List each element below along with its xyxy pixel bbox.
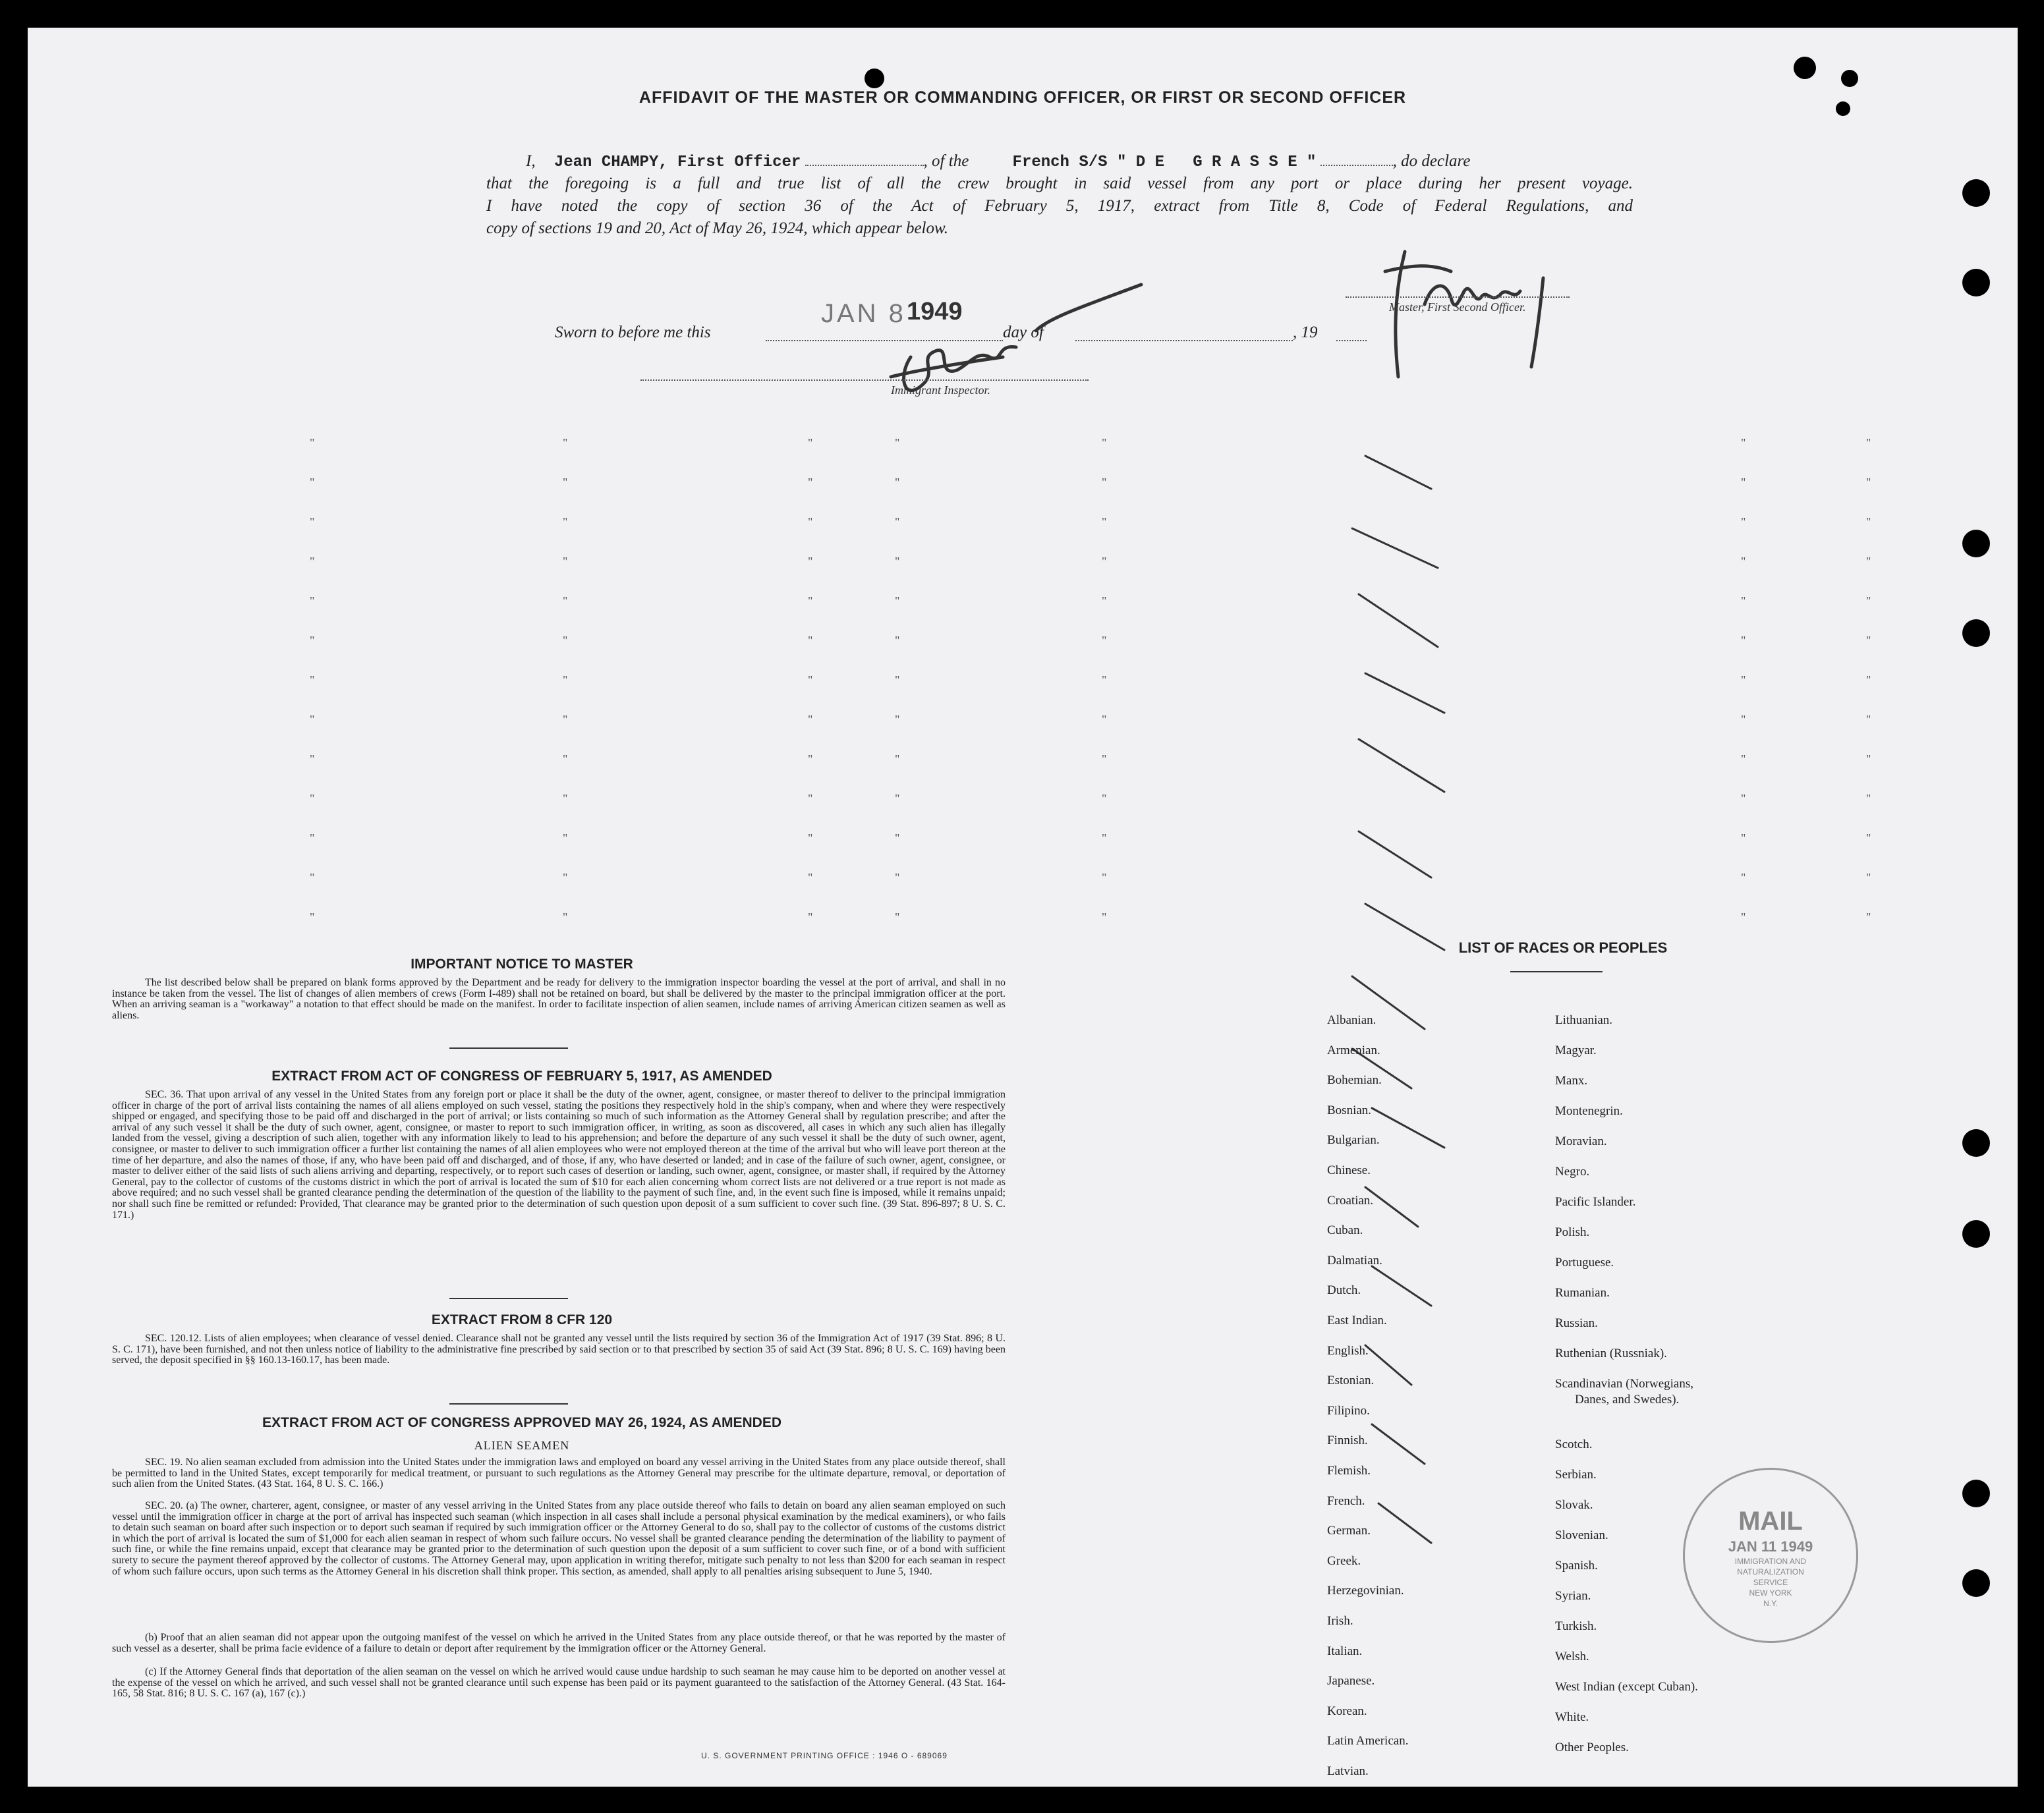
ditto-mark: " bbox=[895, 673, 900, 686]
ditto-mark: " bbox=[310, 831, 315, 845]
ditto-mark: " bbox=[1741, 634, 1746, 647]
ditto-mark: " bbox=[563, 673, 568, 686]
section-20c-text: (c) If the Attorney General finds that deportation of the alien seaman on the vessel on which he arrived would cause undue hardship to such seaman he may cause him to be deported on another vessel at the expense of the vessel on which he arrived, and such vessel shall not be granted clearance until such expense has been paid or its payment guaranteed to the satisfaction of the Attorney General. (43 Stat. 164-165, 58 Stat. 816; 8 U. S. C. 167 (a), 167 (c).) bbox=[112, 1666, 1006, 1700]
affidavit-title: AFFIDAVIT OF THE MASTER OR COMMANDING OFFICER, OR FIRST OR SECOND OFFICER bbox=[639, 88, 1407, 107]
ditto-mark: " bbox=[1102, 713, 1107, 726]
postmark-line-3: SERVICE bbox=[1753, 1578, 1788, 1587]
race-item: Magyar. bbox=[1555, 1044, 1597, 1057]
race-item: Latvian. bbox=[1327, 1764, 1369, 1778]
race-item: Ruthenian (Russniak). bbox=[1555, 1347, 1667, 1360]
inspector-caption: Immigrant Inspector. bbox=[891, 383, 990, 397]
race-item: Armenian. bbox=[1327, 1043, 1380, 1057]
ditto-mark: " bbox=[895, 871, 900, 884]
ditto-mark: " bbox=[895, 792, 900, 805]
ditto-mark: " bbox=[808, 476, 813, 489]
ditto-mark: " bbox=[895, 831, 900, 845]
ditto-mark: " bbox=[1866, 515, 1871, 528]
ditto-mark: " bbox=[1741, 476, 1746, 489]
ditto-mark: " bbox=[808, 634, 813, 647]
ditto-mark: " bbox=[1741, 831, 1746, 845]
race-item: English. bbox=[1327, 1343, 1369, 1358]
ditto-mark: " bbox=[563, 436, 568, 449]
ditto-mark: " bbox=[895, 515, 900, 528]
race-item: Moravian. bbox=[1555, 1134, 1607, 1148]
race-item: Negro. bbox=[1555, 1165, 1590, 1179]
race-item: Spanish. bbox=[1555, 1559, 1598, 1573]
ditto-mark: " bbox=[563, 476, 568, 489]
mail-postmark bbox=[1683, 1468, 1858, 1643]
ditto-mark: " bbox=[1102, 831, 1107, 845]
ditto-mark: " bbox=[310, 713, 315, 726]
punch-hole bbox=[1962, 269, 1990, 296]
ditto-mark: " bbox=[1741, 555, 1746, 568]
ditto-mark: " bbox=[310, 594, 315, 607]
race-item: Turkish. bbox=[1555, 1619, 1597, 1633]
notice-title: IMPORTANT NOTICE TO MASTER bbox=[411, 957, 633, 972]
ditto-mark: " bbox=[563, 713, 568, 726]
ditto-mark: " bbox=[1102, 752, 1107, 766]
race-item: Latin American. bbox=[1327, 1734, 1409, 1748]
ditto-mark: " bbox=[310, 673, 315, 686]
race-item: Dalmatian. bbox=[1327, 1253, 1382, 1268]
ditto-mark: " bbox=[808, 831, 813, 845]
race-item: Portuguese. bbox=[1555, 1256, 1614, 1269]
ditto-mark: " bbox=[1741, 910, 1746, 924]
declarant-name: Jean CHAMPY, First Officer bbox=[554, 153, 801, 171]
ditto-mark: " bbox=[1741, 871, 1746, 884]
ditto-mark: " bbox=[808, 910, 813, 924]
sworn-date-stamp: JAN 8 bbox=[821, 299, 906, 328]
year-prefix: , 19 bbox=[1293, 323, 1318, 341]
ditto-mark: " bbox=[310, 476, 315, 489]
race-item: West Indian (except Cuban). bbox=[1555, 1680, 1698, 1694]
ditto-mark: " bbox=[310, 634, 315, 647]
declaration-do-declare: , do declare bbox=[1392, 152, 1471, 170]
extract-1917-text: SEC. 36. That upon arrival of any vessel in the United States from any foreign port or place it shall be the duty of the owner, agent, consignee, or master thereof to deliver to the principal immigration officer in charge of the port of arrival lists containing the names of all aliens employed on such vessel, stating the positions they respectively hold in the ship's company, when and where they were respectively shipped or engaged, and specifying those to be paid off and discharged in the port of arrival; or lists containing so much of such information as the Attorney General shall by regulation prescribe; and after the arrival of any such vessel it shall be the duty of such owner, agent, consignee, or master to report to such immigration officer, in writing, as soon as discovered, all cases in which any such alien has illegally landed from the vessel, giving a description of such alien, together with any information likely to lead to his apprehension; and before the departure of any such vessel it shall be the duty of such owner, agent, consignee, or master to deliver to such immigration officer a further list containing the names of all alien employees who were not employed thereon at the time of the arrival but who will leave port thereon at the time of her departure, and also the names of those, if any, who have been paid off and discharged, and of those, if any, who have deserted or landed; and in case of the failure of such owner, agent, consignee, or master to deliver either of the said lists of such aliens arriving and departing, respectively, or to report such cases of desertion or landing, such owner, agent, consignee, or master shall, if required by the Attorney General, pay to the collector of customs of the customs district in which the port of arrival is located the sum of $10 for each alien concerning whom correct lists are not delivered or a true report is not made as above required; and no such vessel shall be granted clearance pending the determination of the question of the liability to the payment of such fine, and, in the event such fine is imposed, while it remains unpaid; nor shall such fine be remitted or refunded: Provided, That clearance may be granted prior to the determination of such question upon deposit of a sum sufficient to cover such fine. (39 Stat. 896-897; 8 U. S. C. 171.) bbox=[112, 1089, 1006, 1221]
ditto-mark: " bbox=[1102, 436, 1107, 449]
ditto-mark: " bbox=[563, 555, 568, 568]
race-item: White. bbox=[1555, 1710, 1589, 1724]
ditto-mark: " bbox=[1741, 792, 1746, 805]
race-item: German. bbox=[1327, 1524, 1371, 1538]
race-item: Welsh. bbox=[1555, 1650, 1589, 1663]
notice-text: The list described below shall be prepared on blank forms approved by the Department and be ready for delivery to the immigration inspector boarding the vessel at the port of arrival, and shall in no instance be taken from the vessel. The list of changes of alien members of crews (Form I-489) shall not be retained on board, but shall be delivered by the master to the principal immigration officer at the port. When an arriving seaman is a "workaway" a notation to that effect should be made on the manifest. In order to facilitate inspection of alien seamen, include names of arriving American citizen seamen as well as aliens. bbox=[112, 977, 1006, 1021]
race-item: Dutch. bbox=[1327, 1283, 1361, 1298]
race-item: Filipino. bbox=[1327, 1403, 1370, 1418]
ditto-mark: " bbox=[310, 555, 315, 568]
postmark-date: JAN 11 1949 bbox=[1728, 1538, 1813, 1555]
ditto-mark: " bbox=[310, 752, 315, 766]
ditto-mark: " bbox=[1102, 910, 1107, 924]
race-item: Irish. bbox=[1327, 1614, 1353, 1628]
ditto-mark: " bbox=[808, 555, 813, 568]
ditto-mark: " bbox=[808, 673, 813, 686]
ditto-mark: " bbox=[808, 871, 813, 884]
ditto-mark: " bbox=[1866, 831, 1871, 845]
ditto-mark: " bbox=[808, 436, 813, 449]
ditto-mark: " bbox=[1741, 713, 1746, 726]
ditto-mark: " bbox=[563, 871, 568, 884]
race-item: Lithuanian. bbox=[1555, 1013, 1613, 1027]
race-item: Rumanian. bbox=[1555, 1286, 1610, 1300]
extract-cfr-title: EXTRACT FROM 8 CFR 120 bbox=[431, 1312, 613, 1327]
ditto-mark: " bbox=[808, 792, 813, 805]
ditto-mark: " bbox=[563, 910, 568, 924]
ditto-mark: " bbox=[808, 752, 813, 766]
race-item: Japanese. bbox=[1327, 1674, 1375, 1688]
race-item: Pacific Islander. bbox=[1555, 1195, 1636, 1209]
ditto-mark: " bbox=[895, 634, 900, 647]
dotted-line bbox=[1320, 165, 1393, 166]
ditto-mark: " bbox=[895, 436, 900, 449]
ditto-mark: " bbox=[563, 515, 568, 528]
race-item: Bulgarian. bbox=[1327, 1133, 1380, 1148]
printing-office-footer: U. S. GOVERNMENT PRINTING OFFICE : 1946 O - 689069 bbox=[701, 1751, 948, 1760]
ditto-mark: " bbox=[1866, 871, 1871, 884]
day-of-label: day of bbox=[1003, 323, 1044, 341]
ditto-mark: " bbox=[1741, 515, 1746, 528]
ditto-mark: " bbox=[1866, 673, 1871, 686]
section-divider bbox=[449, 1298, 568, 1299]
declaration-line-4: copy of sections 19 and 20, Act of May 26, 1924, which appear below. bbox=[486, 219, 949, 237]
postmark-line-5: N.Y. bbox=[1763, 1599, 1778, 1608]
officer-caption: Master, First Second Officer. bbox=[1389, 300, 1526, 314]
race-item: Chinese. bbox=[1327, 1163, 1371, 1177]
extract-1924-title: EXTRACT FROM ACT OF CONGRESS APPROVED MAY 26, 1924, AS AMENDED bbox=[262, 1415, 782, 1430]
ditto-mark: " bbox=[1102, 555, 1107, 568]
ditto-mark: " bbox=[895, 910, 900, 924]
postmark-line-1: IMMIGRATION AND bbox=[1734, 1557, 1807, 1566]
extract-cfr-text: SEC. 120.12. Lists of alien employees; when clearance of vessel denied. Clearance shall not be granted any vessel until the lists required by section 36 of the Immigration Act of 1917 (39 Stat. 896; 8 U. S. C. 171), have been furnished, and not then unless notice of liability to the administrative fine prescribed by said section or to that prescribed by section 35 of said Act (39 Stat. 896; 8 U. S. C. 169) having been served, the deposit specified in §§ 160.13-160.17, has been made. bbox=[112, 1333, 1006, 1366]
races-title: LIST OF RACES OR PEOPLES bbox=[1458, 939, 1668, 956]
section-divider bbox=[1510, 971, 1603, 972]
declaration-line-2: that the foregoing is a full and true list of all the crew brought in said vessel from any port or place during her present voyage. bbox=[486, 175, 1633, 192]
punch-hole bbox=[1962, 179, 1990, 207]
race-item: Cuban. bbox=[1327, 1223, 1363, 1238]
punch-hole bbox=[1962, 1220, 1990, 1248]
race-item: Herzegovinian. bbox=[1327, 1584, 1404, 1598]
race-item: Greek. bbox=[1327, 1553, 1361, 1568]
ditto-mark: " bbox=[1741, 673, 1746, 686]
ditto-mark: " bbox=[1102, 871, 1107, 884]
ditto-mark: " bbox=[1102, 673, 1107, 686]
punch-hole bbox=[1841, 70, 1858, 87]
ditto-mark: " bbox=[310, 436, 315, 449]
sworn-year-stamp: 1949 bbox=[907, 298, 963, 325]
race-item: Other Peoples. bbox=[1555, 1741, 1629, 1754]
ditto-mark: " bbox=[1866, 476, 1871, 489]
race-item: Danes, and Swedes). bbox=[1575, 1393, 1680, 1407]
ditto-mark: " bbox=[1866, 634, 1871, 647]
ditto-mark: " bbox=[310, 871, 315, 884]
section-divider bbox=[449, 1047, 568, 1049]
race-item: Manx. bbox=[1555, 1074, 1588, 1088]
race-item: Estonian. bbox=[1327, 1374, 1375, 1388]
section-20a-text: SEC. 20. (a) The owner, charterer, agent, consignee, or master of any vessel arriving in the United States from any place outside thereof who fails to detain on board any alien seaman employed on such vessel until the immigration officer in charge at the port of arrival has inspected such seaman (which inspection in all cases shall include a personal physical examination by the medical examiners), or who fails to detain such seaman on board after such inspection or to deport such seaman if required by such immigration officer or the Attorney General to do so, shall pay to the collector of customs of the customs district in which the port of arrival is located the sum of $1,000 for each alien seaman in respect of whom such failure occurs. No vessel shall be granted clearance pending the determination of the liability to payment of such fine, or while the fine remains unpaid, except that clearance may be granted prior to the determination of such question upon the deposit of a sum sufficient to cover such fine, or of a bond with sufficient surety to secure the payment thereof approved by the collector of customs. The Attorney General may, upon application in writing therefor, mitigate such penalty to not less than $200 for each seaman in respect of whom such failure occurs, upon such terms as the Attorney General in his discretion shall think proper. This section, as amended, shall apply to all penalties arising subsequent to June 5, 1940. bbox=[112, 1500, 1006, 1577]
race-item: Montenegrin. bbox=[1555, 1104, 1623, 1118]
punch-hole bbox=[1962, 1129, 1990, 1157]
race-item: Slovak. bbox=[1555, 1498, 1593, 1512]
ditto-mark: " bbox=[808, 515, 813, 528]
ditto-mark: " bbox=[563, 634, 568, 647]
declaration-line-3: I have noted the copy of section 36 of the Act of February 5, 1917, extract from Title 8, Code of Federal Regulations, and bbox=[486, 197, 1633, 215]
ditto-mark: " bbox=[1102, 594, 1107, 607]
declaration-intro: I, bbox=[526, 152, 536, 170]
punch-hole bbox=[1962, 1569, 1990, 1597]
ditto-mark: " bbox=[563, 752, 568, 766]
ditto-mark: " bbox=[1866, 792, 1871, 805]
ditto-mark: " bbox=[563, 792, 568, 805]
race-item: French. bbox=[1327, 1493, 1365, 1508]
ditto-mark: " bbox=[895, 476, 900, 489]
race-item: Slovenian. bbox=[1555, 1528, 1608, 1542]
section-divider bbox=[449, 1403, 568, 1405]
postmark-line-2: NATURALIZATION bbox=[1737, 1567, 1804, 1576]
ditto-mark: " bbox=[1741, 752, 1746, 766]
dotted-line bbox=[1336, 340, 1367, 341]
extract-1924-subtitle: ALIEN SEAMEN bbox=[474, 1439, 570, 1452]
ditto-mark: " bbox=[563, 831, 568, 845]
ditto-mark: " bbox=[1102, 476, 1107, 489]
race-item: Flemish. bbox=[1327, 1464, 1371, 1478]
punch-hole bbox=[1794, 57, 1816, 79]
race-item: Serbian. bbox=[1555, 1468, 1597, 1482]
officer-signature-line bbox=[1346, 296, 1570, 298]
race-item: Scotch. bbox=[1555, 1437, 1593, 1451]
ditto-mark: " bbox=[808, 594, 813, 607]
ditto-mark: " bbox=[1866, 713, 1871, 726]
ditto-mark: " bbox=[895, 555, 900, 568]
ditto-mark: " bbox=[895, 594, 900, 607]
punch-hole bbox=[1962, 619, 1990, 647]
ditto-mark: " bbox=[310, 515, 315, 528]
race-item: Syrian. bbox=[1555, 1589, 1591, 1603]
ditto-mark: " bbox=[1741, 594, 1746, 607]
race-item: Scandinavian (Norwegians, bbox=[1555, 1377, 1693, 1391]
ditto-mark: " bbox=[310, 792, 315, 805]
declaration-of-the: , of the bbox=[923, 152, 969, 170]
race-item: Finnish. bbox=[1327, 1434, 1368, 1448]
ditto-mark: " bbox=[1102, 515, 1107, 528]
dotted-line bbox=[805, 165, 924, 166]
ditto-mark: " bbox=[1866, 555, 1871, 568]
race-item: Bosnian. bbox=[1327, 1103, 1372, 1117]
postmark-label: MAIL bbox=[1738, 1507, 1803, 1536]
race-item: Albanian. bbox=[1327, 1013, 1377, 1027]
declaration-line-1 bbox=[526, 150, 1633, 174]
ditto-mark: " bbox=[895, 713, 900, 726]
ditto-mark: " bbox=[808, 713, 813, 726]
race-item: Polish. bbox=[1555, 1225, 1590, 1239]
extract-1917-title: EXTRACT FROM ACT OF CONGRESS OF FEBRUARY 5, 1917, AS AMENDED bbox=[271, 1069, 772, 1084]
ditto-mark: " bbox=[1102, 792, 1107, 805]
sworn-label: Sworn to before me this bbox=[555, 323, 711, 341]
race-item: Bohemian. bbox=[1327, 1073, 1382, 1088]
race-item: Korean. bbox=[1327, 1704, 1367, 1718]
race-item: Croatian. bbox=[1327, 1193, 1374, 1208]
ditto-mark: " bbox=[1102, 634, 1107, 647]
section-19-text: SEC. 19. No alien seaman excluded from admission into the United States under the immigration laws and employed on board any vessel arriving in the United States from any place outside thereof, shall be permitted to land in the United States, except temporarily for medical treatment, or pursuant to such regulations as the Attorney General may prescribe for the ultimate departure, removal, or deportation of such alien from the United States. (43 Stat. 164, 8 U. S. C. 166.) bbox=[112, 1457, 1006, 1490]
race-item: Italian. bbox=[1327, 1644, 1363, 1658]
document-page bbox=[28, 28, 2018, 1787]
section-20b-text: (b) Proof that an alien seaman did not appear upon the outgoing manifest of the vessel on which he arrived in the United States from any place outside thereof, or that he was reported by the master of such vessel as a deserter, shall be prima facie evidence of a failure to detain or deport after requirement by the immigration officer or the Attorney General. bbox=[112, 1632, 1006, 1654]
ditto-mark: " bbox=[563, 594, 568, 607]
postmark-line-4: NEW YORK bbox=[1749, 1588, 1792, 1598]
punch-hole bbox=[1962, 530, 1990, 557]
ditto-mark: " bbox=[1741, 436, 1746, 449]
ditto-mark: " bbox=[1866, 752, 1871, 766]
ditto-mark: " bbox=[1866, 436, 1871, 449]
ditto-mark: " bbox=[895, 752, 900, 766]
race-item: Russian. bbox=[1555, 1316, 1598, 1330]
ditto-mark: " bbox=[1866, 594, 1871, 607]
punch-hole bbox=[1962, 1480, 1990, 1507]
race-item: East Indian. bbox=[1327, 1314, 1387, 1327]
ditto-mark: " bbox=[1866, 910, 1871, 924]
inspector-signature-line bbox=[640, 379, 1089, 381]
ditto-mark: " bbox=[310, 910, 315, 924]
punch-hole bbox=[865, 69, 884, 88]
vessel-name: French S/S " D E G R A S S E " bbox=[1012, 153, 1317, 171]
